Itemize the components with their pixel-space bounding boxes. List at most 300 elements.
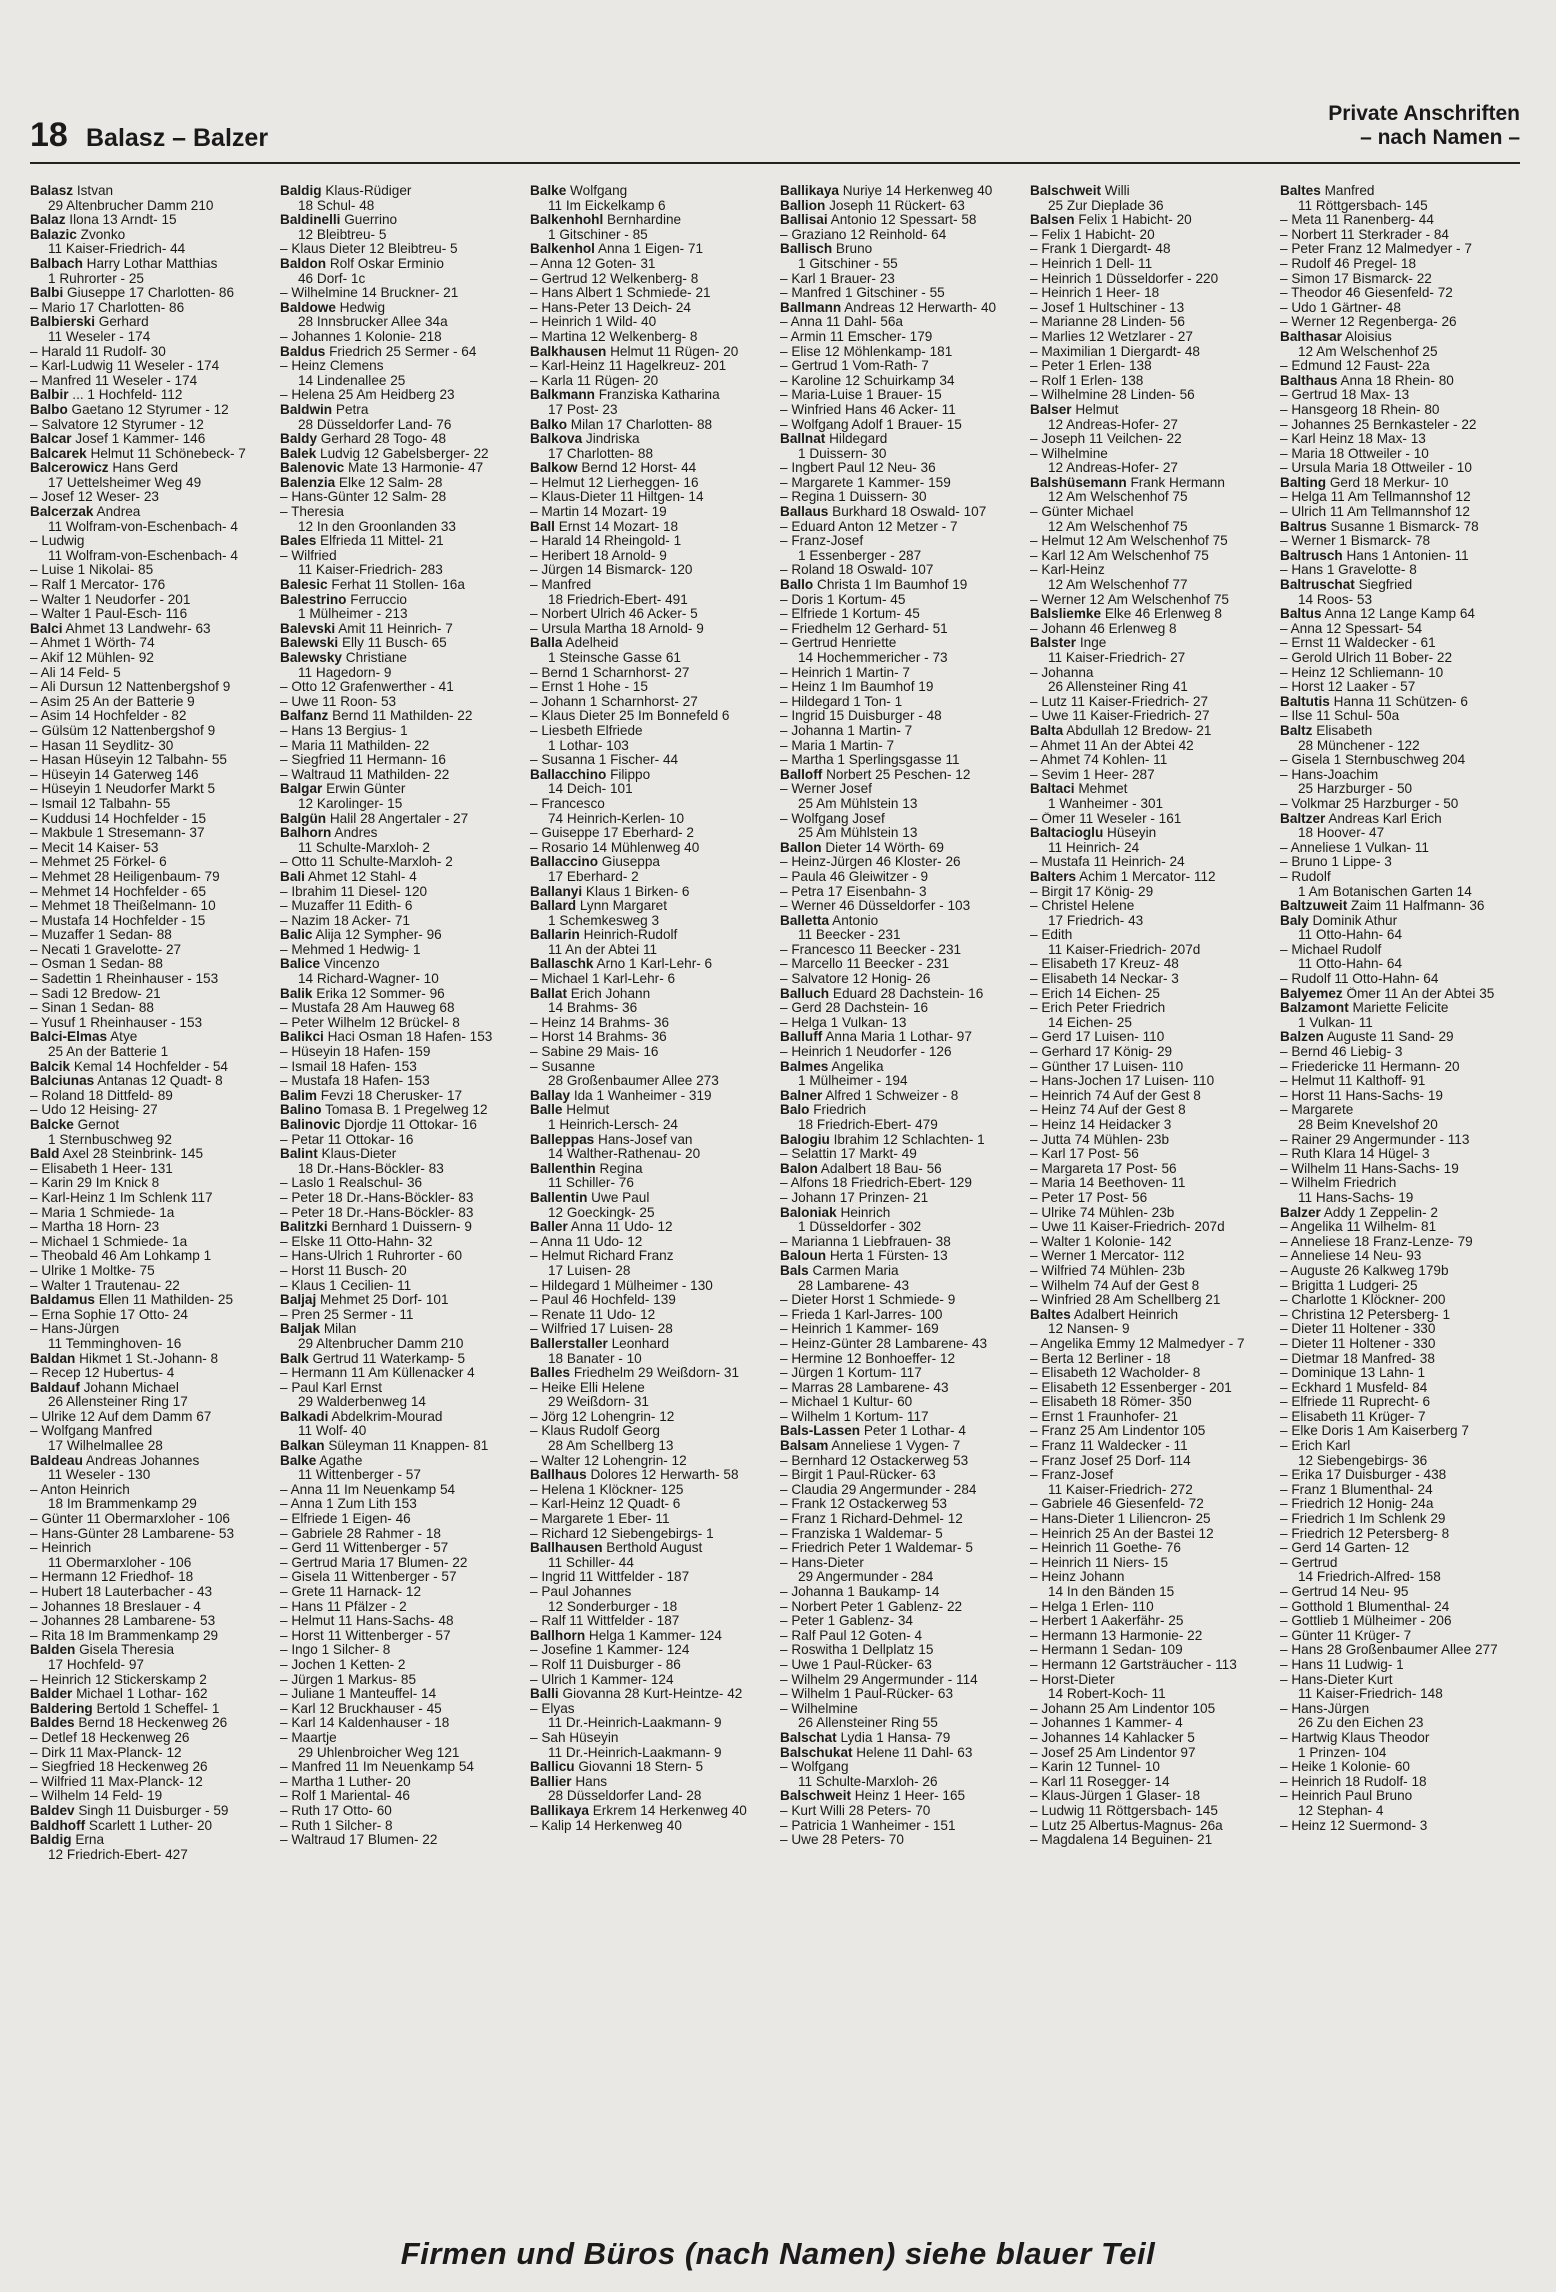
directory-entry xyxy=(30,1176,274,1191)
entry-details: – Maria-Luise 1 Brauer- 15 xyxy=(780,388,942,403)
directory-entry xyxy=(530,1760,774,1775)
directory-entry xyxy=(530,1045,774,1060)
directory-entry xyxy=(280,1103,524,1118)
directory-entry xyxy=(780,1600,1024,1615)
directory-entry: 11 Kaiser-Friedrich- 148 xyxy=(1298,1687,1443,1702)
entry-details: Nuriye 14 Herkenweg 40 xyxy=(838,184,993,198)
directory-entry xyxy=(280,1089,524,1104)
directory-entry xyxy=(780,1410,1024,1425)
entry-details: – Frank 1 Diergardt- 48 xyxy=(1030,242,1171,257)
directory-entry xyxy=(1280,1103,1524,1118)
entry-details: – Dieter 11 Holtener - 330 xyxy=(1280,1322,1436,1337)
directory-entry xyxy=(30,403,274,418)
directory-entry xyxy=(1030,1176,1274,1191)
entry-details: Giuseppa xyxy=(598,855,660,870)
directory-entry xyxy=(30,753,274,768)
directory-entry xyxy=(780,695,1024,710)
directory-entry xyxy=(280,505,524,520)
entry-surname: Balleppas xyxy=(530,1132,595,1147)
entry-details: – Anna 11 Udo- 12 xyxy=(530,1234,643,1249)
entry-details: – Magdalena 14 Beguinen- 21 xyxy=(1030,1833,1213,1848)
entry-surname: Ballikaya xyxy=(780,184,839,198)
entry-details: – Rosario 14 Mühlenweg 40 xyxy=(530,840,700,855)
entry-surname: Baldauf xyxy=(30,1380,80,1395)
directory-entry xyxy=(280,636,524,651)
entry-surname: Ballikaya xyxy=(530,1803,589,1818)
entry-details: Elfrieda 11 Mittel- 21 xyxy=(316,534,444,549)
entry-details: Johann Michael xyxy=(79,1380,179,1395)
entry-details: – Dominique 13 Lahn- 1 xyxy=(1280,1366,1426,1381)
directory-entry xyxy=(30,490,274,505)
directory-entry: 28 Düsseldorfer Land- 76 xyxy=(298,417,452,432)
directory-entry xyxy=(280,1308,524,1323)
entry-details: – Bernd 46 Liebig- 3 xyxy=(1280,1045,1403,1060)
directory-entry xyxy=(530,549,774,564)
directory-entry xyxy=(280,1176,524,1191)
directory-entry xyxy=(280,432,524,447)
directory-entry xyxy=(280,301,524,316)
entry-details: – Heinrich 1 Neudorfer - 126 xyxy=(780,1045,952,1060)
directory-entry xyxy=(280,1570,524,1585)
entry-details: – Erika 17 Duisburger - 438 xyxy=(1280,1468,1447,1483)
directory-entry xyxy=(1280,1410,1524,1425)
entry-details: – Josefine 1 Kammer- 124 xyxy=(530,1643,690,1658)
entry-details: – Hasan Hüseyin 12 Talbahn- 55 xyxy=(30,753,227,768)
directory-entry xyxy=(280,812,524,827)
entry-details: – Günther 17 Luisen- 110 xyxy=(1030,1059,1184,1074)
entry-details: – Gottlieb 1 Mülheimer - 206 xyxy=(1280,1614,1452,1629)
entry-details: – Recep 12 Hubertus- 4 xyxy=(30,1366,175,1381)
entry-details: – Margarete xyxy=(1280,1103,1354,1118)
directory-entry xyxy=(530,476,774,491)
directory-entry xyxy=(530,301,774,316)
directory-entry xyxy=(280,768,524,783)
entry-details: – Horst-Dieter xyxy=(1030,1672,1115,1687)
entry-details: Atye xyxy=(107,1030,138,1045)
directory-entry xyxy=(1030,753,1274,768)
directory-entry xyxy=(280,680,524,695)
directory-entry xyxy=(1280,490,1524,505)
directory-entry xyxy=(1280,476,1524,491)
entry-details: – Heinrich 1 Heer- 18 xyxy=(1030,286,1160,301)
entry-details: – Franz 25 Am Lindentor 105 xyxy=(1030,1424,1206,1439)
entry-details: – Erich Karl xyxy=(1280,1439,1351,1454)
directory-entry xyxy=(280,914,524,929)
entry-details: – Sah Hüseyin xyxy=(530,1730,619,1745)
directory-entry xyxy=(780,593,1024,608)
directory-entry xyxy=(30,724,274,739)
directory-entry xyxy=(530,695,774,710)
directory-entry xyxy=(1030,812,1274,827)
directory-entry xyxy=(1280,695,1524,710)
entry-details: – Gertrud Maria 17 Blumen- 22 xyxy=(280,1555,468,1570)
directory-entry xyxy=(1280,1673,1524,1688)
directory-entry xyxy=(1030,607,1274,622)
directory-entry xyxy=(280,578,524,593)
directory-entry xyxy=(1280,1483,1524,1498)
entry-details: Christiane xyxy=(341,651,407,665)
directory-entry: 14 Hochemmericher - 73 xyxy=(798,651,948,665)
directory-entry xyxy=(1030,1629,1274,1644)
directory-entry xyxy=(1280,1775,1524,1790)
directory-entry xyxy=(1030,1045,1274,1060)
entry-details: – Karl-Heinz 12 Quadt- 6 xyxy=(530,1497,681,1512)
entry-surname: Balon xyxy=(780,1161,818,1176)
directory-entry: 1 Gitschiner - 55 xyxy=(798,256,898,271)
directory-entry xyxy=(530,1497,774,1512)
directory-entry xyxy=(780,1089,1024,1104)
directory-entry: 11 An der Abtei 11 xyxy=(548,942,658,957)
entry-details: – Ludwig xyxy=(30,534,85,549)
directory-entry xyxy=(780,418,1024,433)
directory-entry: 11 Wolf- 40 xyxy=(298,1424,367,1439)
entry-details: Norbert 25 Peschen- 12 xyxy=(822,767,971,782)
directory-entry xyxy=(1030,1819,1274,1834)
directory-entry xyxy=(780,1424,1024,1439)
directory-entry xyxy=(30,1585,274,1600)
directory-entry: 11 Otto-Hahn- 64 xyxy=(1298,928,1403,943)
entry-details: – Lutz 25 Albertus-Magnus- 26a xyxy=(1030,1818,1223,1833)
directory-entry xyxy=(1280,1512,1524,1527)
entry-details: – Otto 11 Schulte-Marxloh- 2 xyxy=(280,855,453,870)
directory-entry: 26 Zu den Eichen 23 xyxy=(1298,1716,1424,1731)
entry-surname: Ballenthin xyxy=(530,1161,596,1176)
entry-details: Arno 1 Karl-Lehr- 6 xyxy=(593,957,713,972)
entry-details: – Rolf 1 Mariental- 46 xyxy=(280,1789,410,1804)
entry-details: – Francesco 11 Beecker - 231 xyxy=(780,942,962,957)
entry-details: – Wilhelmine 28 Linden- 56 xyxy=(1030,388,1195,403)
entry-details: – Friedrich 12 Honig- 24a xyxy=(1280,1497,1434,1512)
entry-details: Jindriska xyxy=(582,432,640,447)
directory-entry xyxy=(280,549,524,564)
entry-details: Ömer 11 An der Abtei 35 xyxy=(1342,986,1495,1001)
entry-details: – Franz-Josef xyxy=(1030,1468,1114,1483)
entry-details: – Michael 1 Schmiede- 1a xyxy=(30,1234,188,1249)
directory-entry xyxy=(780,461,1024,476)
entry-details: Auguste 11 Sand- 29 xyxy=(1323,1030,1454,1045)
entry-details: – Kuddusi 14 Hochfelder - 15 xyxy=(30,811,207,826)
entry-details: Adalbert 18 Bau- 56 xyxy=(817,1161,942,1176)
entry-surname: Balschweit xyxy=(780,1789,852,1804)
entry-details: – Heinz 14 Brahms- 36 xyxy=(530,1015,670,1030)
directory-entry xyxy=(1280,1731,1524,1746)
entry-details: – Sadettin 1 Rheinhauser - 153 xyxy=(30,972,219,987)
entry-details: – Heinrich 1 Dell- 11 xyxy=(1030,256,1153,271)
entry-surname: Balder xyxy=(30,1687,73,1702)
directory-entry xyxy=(1030,1804,1274,1819)
entry-details: – Nazim 18 Acker- 71 xyxy=(280,913,410,928)
entry-details: – Werner 46 Düsseldorfer - 103 xyxy=(780,899,971,914)
entry-details: – Helmut 11 Hans-Sachs- 48 xyxy=(280,1614,454,1629)
directory-entry: 11 Otto-Hahn- 64 xyxy=(1298,957,1403,972)
directory-entry xyxy=(780,782,1024,797)
directory-entry xyxy=(30,972,274,987)
directory-entry xyxy=(1280,724,1524,739)
directory-entry xyxy=(530,374,774,389)
entry-details: – Hansgeorg 18 Rhein- 80 xyxy=(1280,402,1440,417)
entry-details: – Mustafa 18 Hafen- 153 xyxy=(280,1074,430,1089)
directory-entry xyxy=(1030,432,1274,447)
directory-entry xyxy=(780,841,1024,856)
entry-details: – Jochen 1 Ketten- 2 xyxy=(280,1657,406,1672)
directory-entry xyxy=(530,1658,774,1673)
entry-details: Gerd 18 Merkur- 10 xyxy=(1326,475,1449,490)
directory-entry xyxy=(1280,1789,1524,1804)
directory-entry xyxy=(530,1133,774,1148)
directory-entry xyxy=(780,490,1024,505)
entry-details: Dolores 12 Herwarth- 58 xyxy=(586,1468,739,1483)
directory-entry: 17 Eberhard- 2 xyxy=(548,869,639,884)
directory-entry xyxy=(1030,885,1274,900)
entry-surname: Baltzer xyxy=(1280,811,1326,826)
entry-surname: Ballisai xyxy=(780,213,828,228)
entry-details: Helmut xyxy=(1071,402,1119,417)
entry-details: – Petar 11 Ottokar- 16 xyxy=(280,1132,414,1147)
entry-details: – Helga 1 Erlen- 110 xyxy=(1030,1599,1154,1614)
directory-entry xyxy=(280,724,524,739)
directory-entry xyxy=(1030,228,1274,243)
entry-details: – Rudolf xyxy=(1280,869,1331,884)
entry-details: – Ulrike 1 Moltke- 75 xyxy=(30,1263,155,1278)
directory-entry: 12 In den Groonlanden 33 xyxy=(298,519,456,534)
directory-entry xyxy=(280,1249,524,1264)
directory-entry xyxy=(1280,359,1524,374)
directory-entry xyxy=(780,1308,1024,1323)
directory-entry xyxy=(280,257,524,272)
directory-entry xyxy=(280,1352,524,1367)
entry-surname: Balikci xyxy=(280,1030,324,1045)
entry-details: Frank Hermann xyxy=(1126,475,1225,490)
directory-entry xyxy=(1280,753,1524,768)
entry-details: Alija 12 Sympher- 96 xyxy=(312,928,442,943)
entry-details: – Gülsüm 12 Nattenbergshof 9 xyxy=(30,723,216,738)
directory-entry xyxy=(530,1819,774,1834)
entry-surname: Balsam xyxy=(780,1439,829,1454)
entry-surname: Baller xyxy=(530,1220,568,1235)
entry-details: – Margarete 1 Kammer- 159 xyxy=(780,475,951,490)
directory-entry xyxy=(1030,1060,1274,1075)
entry-details: – Hüseyin 1 Neudorfer Markt 5 xyxy=(30,782,216,797)
entry-details: – Franz 1 Richard-Dehmel- 12 xyxy=(780,1512,963,1527)
entry-details: – Eckhard 1 Musfeld- 84 xyxy=(1280,1380,1428,1395)
directory-entry xyxy=(280,1293,524,1308)
entry-details: – Hans-Jürgen xyxy=(1280,1701,1370,1716)
directory-entry xyxy=(280,987,524,1002)
directory-entry xyxy=(780,534,1024,549)
entry-details: Inge xyxy=(1076,636,1107,651)
directory-entry: 25 Am Mühlstein 13 xyxy=(798,826,918,841)
directory-entry xyxy=(1280,418,1524,433)
directory-entry xyxy=(780,1746,1024,1761)
entry-details: – Heinrich 11 Niers- 15 xyxy=(1030,1555,1169,1570)
entry-surname: Baltes xyxy=(1280,184,1321,198)
directory-entry xyxy=(280,1658,524,1673)
directory-entry xyxy=(30,768,274,783)
entry-surname: Baltacioglu xyxy=(1030,826,1104,841)
entry-details: – Wilhelm Friedrich xyxy=(1280,1176,1397,1191)
entry-details: – Johannes 18 Breslauer - 4 xyxy=(30,1599,201,1614)
entry-details: Erkrem 14 Herkenweg 40 xyxy=(588,1803,747,1818)
entry-details: – Siegfried 18 Heckenweg 26 xyxy=(30,1760,208,1775)
entry-details: – Johannes 14 Kahlacker 5 xyxy=(1030,1730,1195,1745)
directory-entry: 14 Roos- 53 xyxy=(1298,592,1373,607)
entry-details: Gerhard xyxy=(94,315,149,330)
directory-entry xyxy=(30,1220,274,1235)
entry-details: – Angelika 11 Wilhelm- 81 xyxy=(1280,1220,1437,1235)
entry-surname: Balice xyxy=(280,957,321,972)
entry-details: Felix 1 Habicht- 20 xyxy=(1074,213,1192,228)
entry-details: – Mustafa 28 Am Hauweg 68 xyxy=(280,1001,455,1016)
directory-entry xyxy=(1280,1556,1524,1571)
entry-details: – Erich Peter Friedrich xyxy=(1030,1001,1166,1016)
section-title xyxy=(1328,102,1520,150)
entry-details: – Ahmet 74 Kohlen- 11 xyxy=(1030,753,1168,768)
entry-surname: Balgün xyxy=(280,811,327,826)
entry-details: Guerrino xyxy=(340,213,398,228)
entry-details: – Franz 1 Blumenthal- 24 xyxy=(1280,1482,1433,1497)
directory-entry: 1 Duissern- 30 xyxy=(798,446,887,461)
entry-details: – Heinrich 1 Düsseldorfer - 220 xyxy=(1030,271,1219,286)
directory-entry xyxy=(280,1235,524,1250)
directory-entry xyxy=(780,1016,1024,1031)
entry-details: Gertrud 11 Waterkamp- 5 xyxy=(308,1351,466,1366)
directory-entry xyxy=(1030,724,1274,739)
directory-entry xyxy=(1030,1556,1274,1571)
directory-entry xyxy=(1280,972,1524,987)
directory-entry: 1 Prinzen- 104 xyxy=(1298,1745,1387,1760)
directory-entry xyxy=(1030,1570,1274,1585)
entry-details: – Uwe 11 Kaiser-Friedrich- 27 xyxy=(1030,709,1210,724)
entry-details: – Mehmet 14 Hochfelder - 65 xyxy=(30,884,207,899)
entry-details: Ferhat 11 Stollen- 16a xyxy=(327,578,465,593)
directory-entry xyxy=(1030,257,1274,272)
directory-entry xyxy=(30,1527,274,1542)
entry-details: – Horst 11 Hans-Sachs- 19 xyxy=(1280,1088,1443,1103)
directory-entry xyxy=(1030,1191,1274,1206)
directory-entry xyxy=(280,1512,524,1527)
directory-entry xyxy=(530,1512,774,1527)
directory-entry xyxy=(280,1614,524,1629)
entry-surname: Ballaschk xyxy=(530,957,594,972)
directory-entry xyxy=(780,1147,1024,1162)
entry-details: Herta 1 Fürsten- 13 xyxy=(826,1249,948,1264)
entry-details: Ahmet 12 Stahl- 4 xyxy=(304,869,417,884)
entry-details: – Karla 11 Rügen- 20 xyxy=(530,373,659,388)
directory-entry: 14 Lindenallee 25 xyxy=(298,373,406,388)
entry-details: Zaim 11 Halfmann- 36 xyxy=(1347,899,1485,914)
entry-surname: Baloniak xyxy=(780,1205,837,1220)
entry-details: Rolf Oskar Erminio xyxy=(326,256,444,271)
directory-entry xyxy=(780,724,1024,739)
entry-details: – Felix 1 Habicht- 20 xyxy=(1030,227,1155,242)
directory-entry xyxy=(530,928,774,943)
entry-surname: Balkan xyxy=(280,1439,325,1454)
entry-details: – Gertrud Henriette xyxy=(780,636,897,651)
directory-entry xyxy=(1280,1819,1524,1834)
entry-details: – Graziano 12 Reinhold- 64 xyxy=(780,227,947,242)
entry-details: – Johann 1 Scharnhorst- 27 xyxy=(530,694,698,709)
entry-details: – Angelika Emmy 12 Malmedyer - 7 xyxy=(1030,1336,1245,1351)
entry-details: Friedhelm 29 Weißdorn- 31 xyxy=(570,1366,740,1381)
entry-details: – Wilhelmine xyxy=(1030,446,1108,461)
directory-entry: 29 Altenbrucher Damm 210 xyxy=(48,198,214,213)
entry-details: – Juliane 1 Manteuffel- 14 xyxy=(280,1687,437,1702)
directory-entry xyxy=(1280,1001,1524,1016)
directory-entry xyxy=(1030,272,1274,287)
directory-entry xyxy=(530,1673,774,1688)
entry-details: Gerhard 28 Togo- 48 xyxy=(317,432,447,447)
entry-details: – Elisabeth 17 Kreuz- 48 xyxy=(1030,957,1179,972)
entry-details: Manfred xyxy=(1320,184,1375,198)
entry-details: – Heinrich Paul Bruno xyxy=(1280,1789,1413,1804)
directory-entry xyxy=(30,1191,274,1206)
directory-entry: 14 Richard-Wagner- 10 xyxy=(298,972,439,987)
directory-entry xyxy=(280,359,524,374)
entry-details: – Francesco xyxy=(530,796,605,811)
directory-entry xyxy=(1280,1220,1524,1235)
entry-surname: Baltrusch xyxy=(1280,548,1343,563)
entry-details: – Susanna 1 Fischer- 44 xyxy=(530,753,679,768)
entry-details: Ferruccio xyxy=(346,592,407,607)
directory-entry xyxy=(30,782,274,797)
entry-details: – Friedhelm 12 Gerhard- 51 xyxy=(780,621,948,636)
entry-details: – Wilhelm 1 Paul-Rücker- 63 xyxy=(780,1687,954,1702)
directory-entry xyxy=(30,709,274,724)
directory-entry xyxy=(780,899,1024,914)
directory-entry xyxy=(780,1527,1024,1542)
directory-entry xyxy=(1280,1381,1524,1396)
entry-surname: Baldy xyxy=(280,432,318,447)
directory-entry xyxy=(1030,359,1274,374)
entry-surname: Balitzki xyxy=(280,1220,328,1235)
entry-details: – Anneliese 1 Vulkan- 11 xyxy=(1280,840,1429,855)
entry-details: Bernd 12 Horst- 44 xyxy=(577,461,697,476)
entry-details: Hans xyxy=(571,1774,608,1789)
entry-details: – Walter 1 Kolonie- 142 xyxy=(1030,1234,1172,1249)
entry-details: – Jutta 74 Mühlen- 23b xyxy=(1030,1132,1170,1147)
entry-details: – Helga 1 Vulkan- 13 xyxy=(780,1015,907,1030)
entry-details: – Detlef 18 Heckenweg 26 xyxy=(30,1730,190,1745)
entry-details: – Sadi 12 Bredow- 21 xyxy=(30,986,161,1001)
directory-entry xyxy=(780,505,1024,520)
entry-details: – Hans 1 Gravelotte- 8 xyxy=(1280,563,1417,578)
directory-entry xyxy=(1030,695,1274,710)
entry-details: – Werner 1 Bismarck- 78 xyxy=(1280,534,1431,549)
entry-details: – Petra 17 Eisenbahn- 3 xyxy=(780,884,927,899)
entry-details: Petra xyxy=(332,402,369,417)
directory-entry xyxy=(530,1366,774,1381)
entry-details: Helmut 11 Rügen- 20 xyxy=(606,344,739,359)
entry-surname: Baltruschat xyxy=(1280,578,1355,593)
entry-details: – Rudolf 46 Pregel- 18 xyxy=(1280,256,1417,271)
directory-entry xyxy=(1280,1249,1524,1264)
directory-entry xyxy=(530,563,774,578)
directory-entry xyxy=(1280,301,1524,316)
directory-entry xyxy=(30,987,274,1002)
entry-surname: Balcerzak xyxy=(30,505,94,520)
entry-details: – Dieter 11 Holtener - 330 xyxy=(1280,1336,1436,1351)
footer-note: Firmen und Büros (nach Namen) siehe blauer Teil xyxy=(400,2236,1156,2271)
directory-entry: 12 Am Welschenhof 75 xyxy=(1048,519,1188,534)
entry-surname: Balogiu xyxy=(780,1132,830,1147)
entry-details: – Ulrike 12 Auf dem Damm 67 xyxy=(30,1409,212,1424)
directory-entry xyxy=(280,1191,524,1206)
directory-entry xyxy=(30,1103,274,1118)
entry-details: – Hans-Joachim xyxy=(1280,767,1379,782)
entry-details: – Hans Albert 1 Schmiede- 21 xyxy=(530,286,711,301)
entry-details: Hikmet 1 St.-Johann- 8 xyxy=(75,1351,219,1366)
directory-column xyxy=(1030,184,1274,2204)
